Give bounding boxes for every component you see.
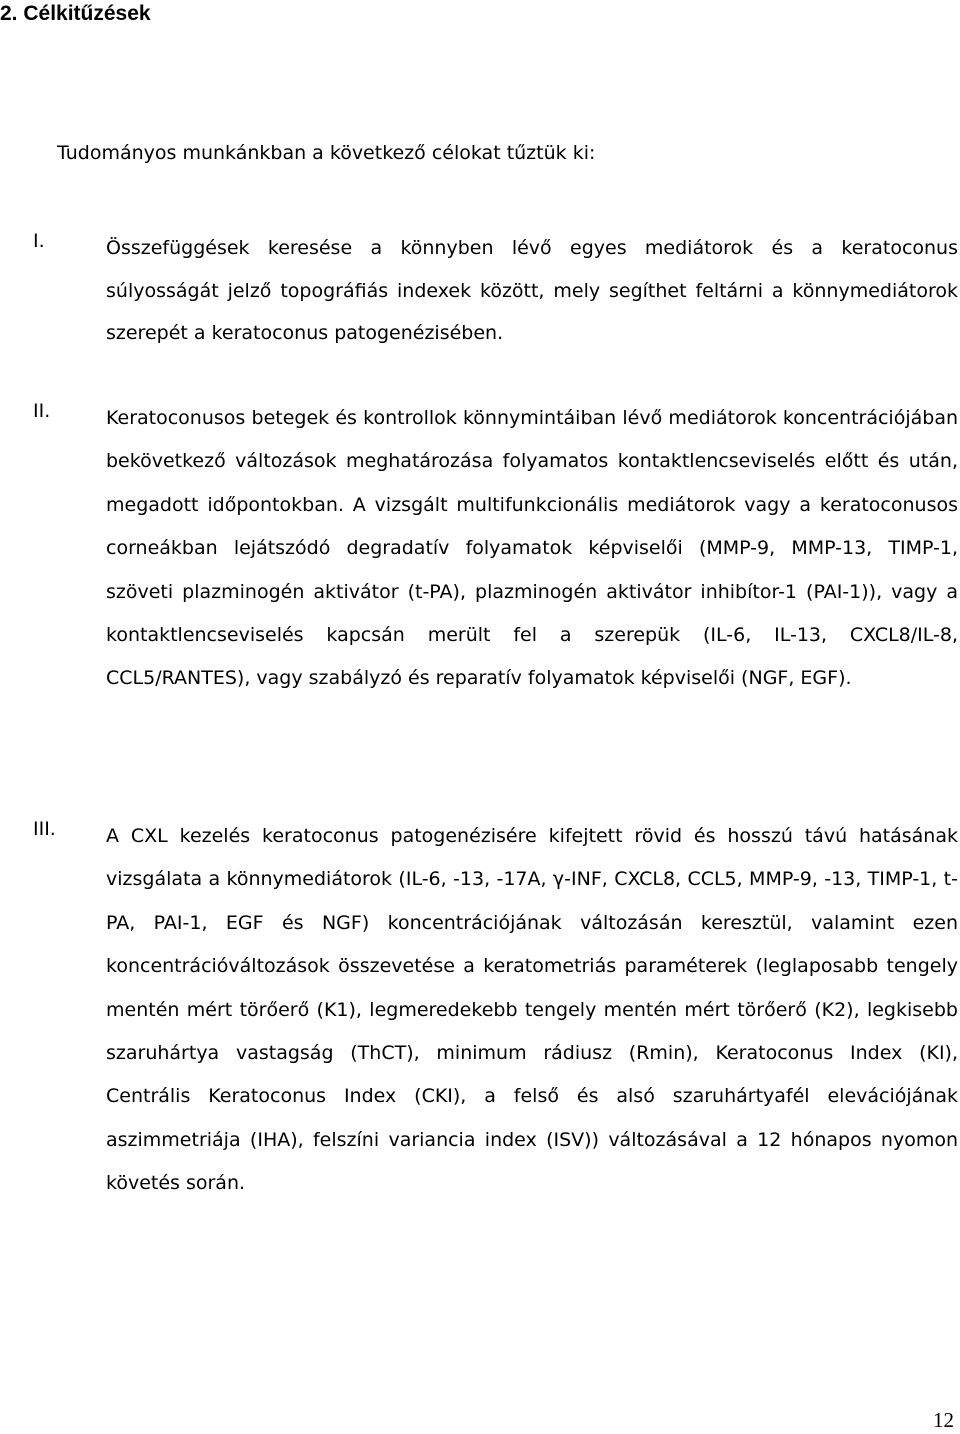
objective-number: I. xyxy=(33,230,45,252)
objective-text: A CXL kezelés keratoconus patogenézisére kifejtett rövid és hosszú távú hatásának vizsgálata a könnymediátorok (IL-6, -13, -17A, γ-INF, CXCL8, CCL5, MMP-9, -13, TIMP-1, t-PA, PAI-1, EGF és NGF) koncentrációjának változásán keresztül, valamint ezen koncentrációváltozások összevetése a keratometriás paraméterek (leglaposabb tengely mentén mért törőerő (K1), legmeredekebb tengely mentén mért törőerő (K2), legkisebb szaruhártya vastagság (ThCT), minimum rádiusz (Rmin), Keratoconus Index (KI), Centrális Keratoconus Index (CKI), a felső és alsó szaruhártyafél elevációjának aszimmetriája (IHA), felszíni variancia index (ISV)) változásával a 12 hónapos nyomon követés során. xyxy=(106,825,958,1195)
page-number: 12 xyxy=(933,1408,954,1432)
objective-number: II. xyxy=(33,400,51,422)
intro-text: Tudományos munkánkban a következő célokat tűztük ki: xyxy=(57,142,596,164)
objective-text: Keratoconusos betegek és kontrollok könnymintáiban lévő mediátorok koncentrációjában bekövetkező változások meghatározása folyamatos kontaktlencseviselés előtt és után, megadott időpontokban. A vizsgált multifunkcionális mediátorok vagy a keratoconusos corneákban lejátszódó degradatív folyamatok képviselői (MMP-9, MMP-13, TIMP-1, szöveti plazminogén aktivátor (t-PA), plazminogén aktivátor inhibítor-1 (PAI-1)), vagy a kontaktlencseviselés kapcsán merült fel a szerepük (IL-6, IL-13, CXCL8/IL-8, CCL5/RANTES), vagy szabályzó és reparatív folyamatok képviselői (NGF, EGF). xyxy=(106,407,958,690)
section-heading: 2. Célkitűzések xyxy=(0,2,151,25)
objective-number: III. xyxy=(33,818,56,840)
objective-text: Összefüggések keresése a könnyben lévő egyes mediátorok és a keratoconus súlyosságát jelző topográfiás indexek között, mely segíthet feltárni a könnymediátorok szerepét a keratoconus patogenézisében. xyxy=(106,237,958,344)
